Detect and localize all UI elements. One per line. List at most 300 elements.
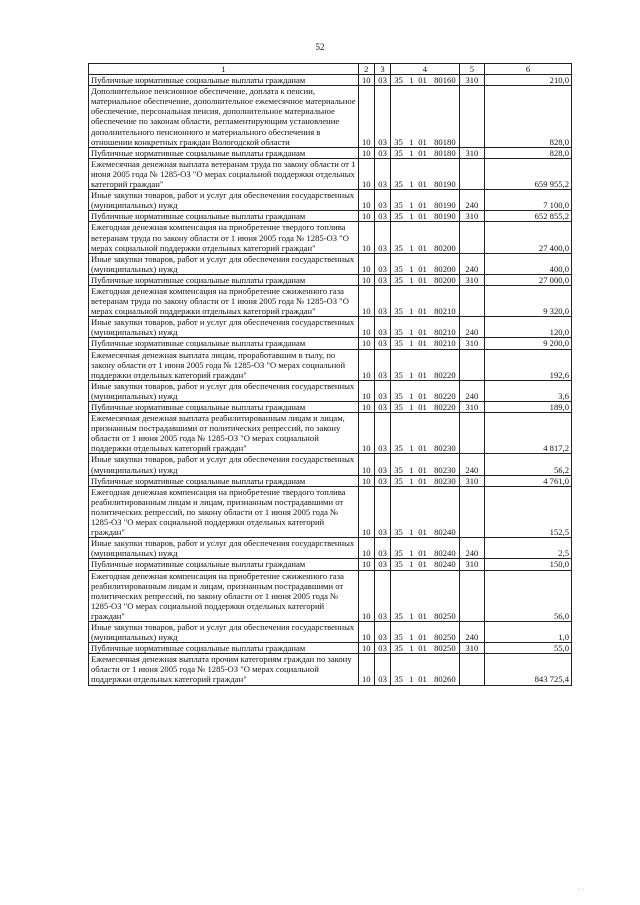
target-code-parts [393,200,456,210]
row-target-code [391,317,459,338]
row-amount: 4 761,0 [485,475,572,486]
scan-mark: · · [578,887,584,893]
row-target-code [391,643,459,654]
table-row [89,86,572,148]
target-code-k1: 35 [394,643,403,654]
row-expense-type: 240 [459,621,485,642]
row-subsection: 03 [374,402,390,413]
target-code-parts [393,275,456,285]
target-code-k3: 01 [418,402,427,412]
target-code-k4: 80230 [434,475,456,486]
row-section: 10 [358,621,374,642]
header-col-2: 2 [358,64,374,75]
row-target-code [391,338,459,349]
target-code-k3: 01 [418,211,427,222]
target-code-k1: 35 [394,338,403,349]
row-subsection: 03 [374,211,390,222]
target-code-parts [393,211,456,221]
row-amount: 55,0 [485,643,572,654]
target-code-k4: 80190 [434,200,456,211]
row-amount: 27 000,0 [485,274,572,285]
row-name: Публичные нормативные социальные выплаты гражданам [89,274,359,285]
target-code-k4: 80240 [434,559,456,570]
target-code-k1: 35 [394,306,403,317]
row-expense-type [459,222,485,253]
table-row [89,402,572,413]
target-code-k1: 35 [394,559,403,570]
row-target-code [391,190,459,211]
target-code-k4: 80180 [434,136,456,147]
row-expense-type: 310 [459,338,485,349]
table-row [89,413,572,454]
row-expense-type: 310 [459,75,485,86]
row-name: Публичные нормативные социальные выплаты гражданам [89,475,359,486]
row-name: Иные закупки товаров, работ и услуг для обеспечения государственных (муниципальных) нужд [89,538,359,559]
target-code-k2: 1 [409,179,414,190]
target-code-parts [393,548,456,558]
row-amount: 27 400,0 [485,222,572,253]
row-subsection: 03 [374,75,390,86]
target-code-k2: 1 [409,674,414,685]
row-subsection: 03 [374,570,390,621]
target-code-k4: 80210 [434,306,456,317]
row-expense-type [459,158,485,189]
row-subsection: 03 [374,86,390,148]
target-code-k2: 1 [409,402,414,412]
table-row [89,349,572,380]
target-code-k2: 1 [409,632,414,643]
row-amount: 7 100,0 [485,190,572,211]
target-code-k1: 35 [394,674,403,685]
row-expense-type: 310 [459,559,485,570]
target-code-k1: 35 [394,548,403,559]
row-subsection: 03 [374,559,390,570]
row-target-code [391,274,459,285]
target-code-k3: 01 [418,527,427,538]
row-name: Публичные нормативные социальные выплаты гражданам [89,211,359,222]
target-code-k4: 80220 [434,369,456,380]
row-expense-type: 240 [459,317,485,338]
target-code-k4: 80220 [434,402,456,412]
target-code-k1: 35 [394,274,403,285]
row-name: Ежегодная денежная компенсация на приобретение твердого топлива ветеранам труда по закону области от 1 июня 2005 года № 1285-ОЗ "О мерах социальной поддержки отдельных категорий граждан" [89,222,359,253]
table-row [89,274,572,285]
row-expense-type [459,413,485,454]
row-section: 10 [358,274,374,285]
row-expense-type: 240 [459,190,485,211]
target-code-k3: 01 [418,610,427,621]
row-target-code [391,486,459,537]
target-code-k1: 35 [394,179,403,190]
target-code-k3: 01 [418,369,427,380]
row-target-code [391,413,459,454]
row-expense-type: 310 [459,211,485,222]
row-subsection: 03 [374,621,390,642]
table-row [89,75,572,86]
target-code-k3: 01 [418,548,427,559]
row-name: Публичные нормативные социальные выплаты гражданам [89,75,359,86]
target-code-parts [393,611,456,621]
row-subsection: 03 [374,454,390,475]
row-name: Публичные нормативные социальные выплаты гражданам [89,559,359,570]
row-section: 10 [358,654,374,685]
row-target-code [391,538,459,559]
row-amount: 828,0 [485,86,572,148]
target-code-k2: 1 [409,369,414,380]
target-code-k3: 01 [418,179,427,190]
row-name: Иные закупки товаров, работ и услуг для обеспечения государственных (муниципальных) нужд [89,621,359,642]
row-name: Публичные нормативные социальные выплаты гражданам [89,147,359,158]
row-name: Публичные нормативные социальные выплаты гражданам [89,643,359,654]
header-col-6: 6 [485,64,572,75]
row-name: Публичные нормативные социальные выплаты гражданам [89,402,359,413]
row-subsection: 03 [374,285,390,316]
target-code-k1: 35 [394,242,403,253]
row-subsection: 03 [374,475,390,486]
target-code-k2: 1 [409,327,414,338]
row-section: 10 [358,317,374,338]
row-name: Иные закупки товаров, работ и услуг для обеспечения государственных (муниципальных) нужд [89,380,359,401]
row-expense-type [459,570,485,621]
row-amount: 2,5 [485,538,572,559]
row-amount: 9 200,0 [485,338,572,349]
target-code-k2: 1 [409,475,414,486]
target-code-k1: 35 [394,147,403,158]
row-expense-type [459,349,485,380]
table-row [89,380,572,401]
target-code-k4: 80240 [434,548,456,559]
target-code-k1: 35 [394,390,403,401]
row-name: Ежемесячная денежная выплата прочим категориям граждан по закону области от 1 июня 2005 года № 1285-ОЗ "О мерах социальной поддержки отдельных категорий граждан" [89,654,359,685]
row-subsection: 03 [374,253,390,274]
row-expense-type [459,285,485,316]
table-body [89,75,572,685]
target-code-k4: 80230 [434,464,456,475]
row-target-code [391,158,459,189]
row-amount: 189,0 [485,402,572,413]
row-amount: 659 955,2 [485,158,572,189]
target-code-parts [393,476,456,486]
target-code-parts [393,559,456,569]
row-target-code [391,253,459,274]
row-target-code [391,380,459,401]
row-subsection: 03 [374,147,390,158]
row-amount: 1,0 [485,621,572,642]
header-col-3: 3 [374,64,390,75]
row-amount: 152,5 [485,486,572,537]
target-code-parts [393,643,456,653]
target-code-k2: 1 [409,274,414,285]
target-code-k1: 35 [394,632,403,643]
row-amount: 828,0 [485,147,572,158]
row-expense-type: 240 [459,380,485,401]
row-name: Ежемесячная денежная выплата лицам, проработавшим в тылу, по закону области от 1 июня 2005 года № 1285-ОЗ "О мерах социальной поддержки отдельных категорий граждан" [89,349,359,380]
target-code-parts [393,327,456,337]
target-code-k1: 35 [394,211,403,222]
row-section: 10 [358,475,374,486]
header-col-1: 1 [89,64,359,75]
row-section: 10 [358,349,374,380]
row-section: 10 [358,86,374,148]
table-row [89,222,572,253]
row-section: 10 [358,570,374,621]
target-code-k2: 1 [409,263,414,274]
table-row [89,475,572,486]
row-amount: 56,2 [485,454,572,475]
row-target-code [391,75,459,86]
target-code-k4: 80250 [434,643,456,654]
table-row [89,570,572,621]
row-expense-type [459,654,485,685]
row-subsection: 03 [374,158,390,189]
target-code-k4: 80240 [434,527,456,538]
target-code-k2: 1 [409,527,414,538]
row-amount: 150,0 [485,559,572,570]
target-code-k4: 80200 [434,274,456,285]
target-code-k2: 1 [409,75,414,86]
page-number: 52 [315,42,325,52]
target-code-k3: 01 [418,306,427,317]
target-code-k3: 01 [418,390,427,401]
table-row [89,253,572,274]
target-code-parts [393,443,456,453]
row-expense-type [459,486,485,537]
row-expense-type: 240 [459,253,485,274]
target-code-k2: 1 [409,211,414,222]
row-target-code [391,621,459,642]
row-expense-type: 310 [459,274,485,285]
row-target-code [391,86,459,148]
row-expense-type: 240 [459,454,485,475]
target-code-k2: 1 [409,610,414,621]
row-expense-type: 310 [459,475,485,486]
target-code-k3: 01 [418,75,427,86]
row-amount: 9 320,0 [485,285,572,316]
table-row [89,654,572,685]
row-target-code [391,147,459,158]
row-section: 10 [358,285,374,316]
target-code-k3: 01 [418,559,427,570]
target-code-k2: 1 [409,559,414,570]
row-subsection: 03 [374,380,390,401]
target-code-k2: 1 [409,390,414,401]
table-row [89,559,572,570]
row-target-code [391,570,459,621]
row-amount: 210,0 [485,75,572,86]
row-name: Ежемесячная денежная выплата ветеранам труда по закону области от 1 июня 2005 года № 1285-ОЗ "О мерах социальной поддержки отдельных категорий граждан" [89,158,359,189]
row-subsection: 03 [374,643,390,654]
row-target-code [391,654,459,685]
target-code-k3: 01 [418,200,427,211]
row-section: 10 [358,380,374,401]
table-row [89,486,572,537]
target-code-k1: 35 [394,327,403,338]
target-code-k1: 35 [394,464,403,475]
target-code-parts [393,674,456,684]
header-col-4: 4 [391,64,459,75]
table-row [89,211,572,222]
row-subsection: 03 [374,349,390,380]
target-code-k4: 80250 [434,610,456,621]
target-code-k2: 1 [409,306,414,317]
table-row [89,147,572,158]
row-amount: 192,6 [485,349,572,380]
row-section: 10 [358,454,374,475]
row-expense-type [459,86,485,148]
row-name: Ежегодная денежная компенсация на приобретение твердого топлива реабилитированным лицам и лицам, признанным пострадавшими от политических репрессий, по закону области от 1 июня 2005 года № 1285-ОЗ "О мерах социальной поддержки отдельных категорий граждан" [89,486,359,537]
row-expense-type: 310 [459,147,485,158]
table-row [89,285,572,316]
row-name: Публичные нормативные социальные выплаты гражданам [89,338,359,349]
target-code-parts [393,370,456,380]
row-expense-type: 310 [459,402,485,413]
header-col-5: 5 [459,64,485,75]
target-code-parts [393,137,456,147]
target-code-k1: 35 [394,136,403,147]
target-code-k4: 80210 [434,338,456,349]
target-code-k4: 80160 [434,75,456,86]
target-code-k4: 80190 [434,179,456,190]
target-code-k4: 80230 [434,443,456,454]
target-code-k3: 01 [418,263,427,274]
target-code-k1: 35 [394,527,403,538]
target-code-parts [393,264,456,274]
row-name: Иные закупки товаров, работ и услуг для обеспечения государственных (муниципальных) нужд [89,190,359,211]
row-name: Иные закупки товаров, работ и услуг для обеспечения государственных (муниципальных) нужд [89,454,359,475]
row-target-code [391,454,459,475]
row-name: Ежемесячная денежная выплата реабилитированным лицам и лицам, признанным пострадавшими от политических репрессий, по закону области от 1 июня 2005 года № 1285-ОЗ "О мерах социальной поддержки отдельных категорий граждан" [89,413,359,454]
target-code-k3: 01 [418,338,427,349]
row-amount: 400,0 [485,253,572,274]
row-section: 10 [358,211,374,222]
row-subsection: 03 [374,317,390,338]
target-code-k1: 35 [394,443,403,454]
row-section: 10 [358,222,374,253]
target-code-parts [393,179,456,189]
target-code-parts [393,527,456,537]
target-code-k3: 01 [418,464,427,475]
target-code-k3: 01 [418,274,427,285]
target-code-k3: 01 [418,443,427,454]
target-code-k3: 01 [418,136,427,147]
target-code-k1: 35 [394,475,403,486]
target-code-k4: 80220 [434,390,456,401]
header-row [89,64,572,75]
target-code-k2: 1 [409,200,414,211]
target-code-k3: 01 [418,327,427,338]
row-section: 10 [358,147,374,158]
target-code-k1: 35 [394,200,403,211]
target-code-k1: 35 [394,369,403,380]
row-expense-type: 240 [459,538,485,559]
target-code-k2: 1 [409,136,414,147]
target-code-k2: 1 [409,338,414,349]
row-amount: 56,0 [485,570,572,621]
target-code-k3: 01 [418,632,427,643]
row-section: 10 [358,338,374,349]
row-subsection: 03 [374,274,390,285]
budget-table [88,63,572,686]
target-code-k1: 35 [394,610,403,621]
target-code-k2: 1 [409,147,414,158]
row-name: Иные закупки товаров, работ и услуг для обеспечения государственных (муниципальных) нужд [89,317,359,338]
target-code-k3: 01 [418,242,427,253]
row-target-code [391,349,459,380]
table-row [89,158,572,189]
table-row [89,621,572,642]
row-amount: 3,6 [485,380,572,401]
target-code-k4: 80210 [434,327,456,338]
row-subsection: 03 [374,222,390,253]
row-name: Ежегодная денежная компенсация на приобретение сжиженного газа реабилитированным лицам и лицам, признанным пострадавшими от политических репрессий, по закону области от 1 июня 2005 года № 1285-ОЗ "О мерах социальной поддержки отдельных категорий граждан" [89,570,359,621]
row-subsection: 03 [374,486,390,537]
row-section: 10 [358,190,374,211]
target-code-k2: 1 [409,643,414,654]
target-code-parts [393,338,456,348]
target-code-parts [393,465,456,475]
row-section: 10 [358,158,374,189]
row-subsection: 03 [374,190,390,211]
table-row [89,454,572,475]
row-amount: 4 817,2 [485,413,572,454]
target-code-k4: 80190 [434,211,456,222]
row-subsection: 03 [374,538,390,559]
table-row [89,338,572,349]
row-name: Ежегодная денежная компенсация на приобретение сжиженного газа ветеранам труда по закону области от 1 июня 2005 года № 1285-ОЗ "О мерах социальной поддержки отдельных категорий граждан" [89,285,359,316]
row-subsection: 03 [374,413,390,454]
target-code-k1: 35 [394,75,403,86]
row-target-code [391,222,459,253]
row-name: Дополнительное пенсионное обеспечение, доплата к пенсии, материальное обеспечение, дополнительное ежемесячное материальное обеспечение, персональная пенсия, дополнительное материальное обеспечение по законам области, регламентирующим установление дополнительного пенсионного и материального обеспечения в отношении конкретных граждан Вологодской области [89,86,359,148]
row-target-code [391,211,459,222]
table-row [89,190,572,211]
target-code-k3: 01 [418,674,427,685]
row-section: 10 [358,413,374,454]
target-code-parts [393,148,456,158]
target-code-parts [393,75,456,85]
row-amount: 120,0 [485,317,572,338]
target-code-k2: 1 [409,443,414,454]
target-code-k4: 80250 [434,632,456,643]
target-code-parts [393,632,456,642]
row-subsection: 03 [374,654,390,685]
row-section: 10 [358,402,374,413]
row-target-code [391,402,459,413]
target-code-parts [393,391,456,401]
row-section: 10 [358,559,374,570]
table-row [89,317,572,338]
row-section: 10 [358,75,374,86]
target-code-parts [393,243,456,253]
target-code-k4: 80200 [434,263,456,274]
row-subsection: 03 [374,338,390,349]
row-name: Иные закупки товаров, работ и услуг для обеспечения государственных (муниципальных) нужд [89,253,359,274]
target-code-k4: 80200 [434,242,456,253]
row-section: 10 [358,253,374,274]
target-code-k4: 80260 [434,674,456,685]
target-code-k1: 35 [394,402,403,412]
target-code-k2: 1 [409,548,414,559]
row-target-code [391,285,459,316]
target-code-parts [393,306,456,316]
row-amount: 843 725,4 [485,654,572,685]
row-target-code [391,475,459,486]
target-code-k3: 01 [418,147,427,158]
target-code-parts [393,402,456,412]
target-code-k3: 01 [418,643,427,654]
row-expense-type: 310 [459,643,485,654]
table-row [89,643,572,654]
